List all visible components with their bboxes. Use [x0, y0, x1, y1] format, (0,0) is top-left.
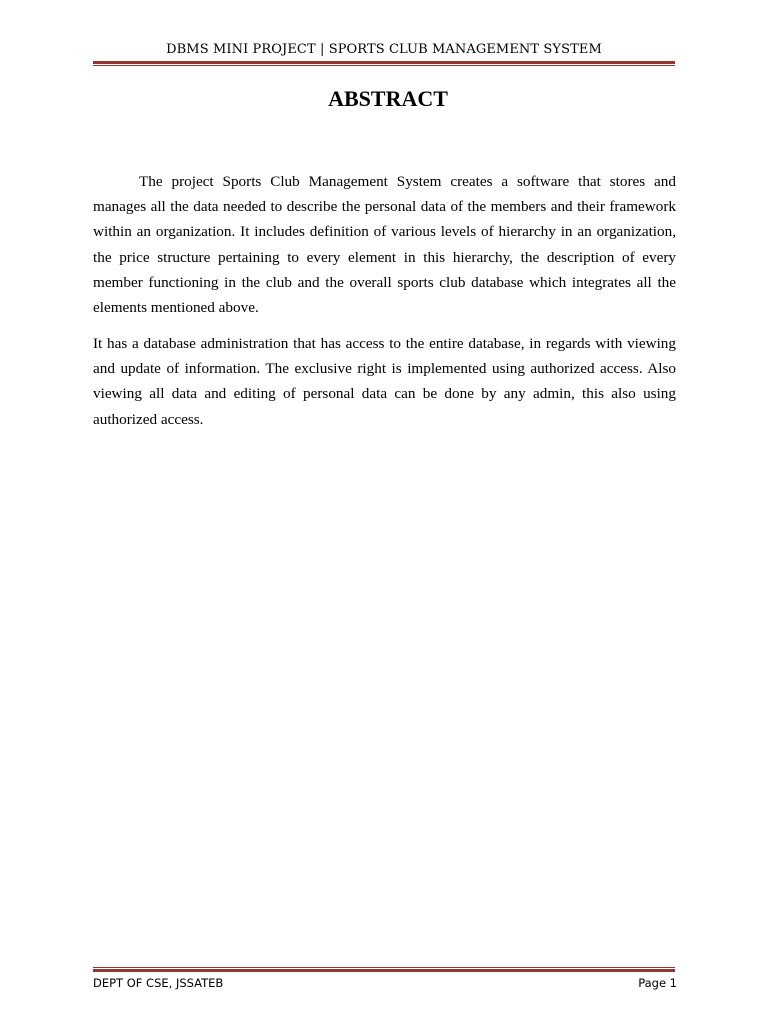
footer-rule-thick	[93, 969, 675, 972]
footer-rule	[93, 967, 675, 972]
header-title: DBMS MINI PROJECT | SPORTS CLUB MANAGEMENT SYSTEM	[166, 42, 602, 57]
abstract-paragraph-1: The project Sports Club Management System creates a software that stores and manages all the data needed to describe the personal data of the members and their framework within an organization. It includes definition of various levels of hierarchy in an organization, the price structure pertaining to every element in this hierarchy, the description of every member functioning in the club and the overall sports club database which integrates all the elements mentioned above.	[93, 173, 676, 317]
footer-rule-thin	[93, 967, 675, 968]
abstract-paragraph-2: It has a database administration that has access to the entire database, in regards with viewing and update of information. The exclusive right is implemented using authorized access. Also viewing all data and editing of personal data can be done by any admin, this also using authorized access.	[93, 335, 676, 428]
header-rule	[93, 61, 675, 66]
footer-department: DEPT OF CSE, JSSATEB	[93, 976, 224, 990]
footer-page-number: Page 1	[638, 976, 677, 990]
header-rule-thin	[93, 65, 675, 66]
header-rule-thick	[93, 61, 675, 64]
page-title: ABSTRACT	[328, 86, 448, 111]
